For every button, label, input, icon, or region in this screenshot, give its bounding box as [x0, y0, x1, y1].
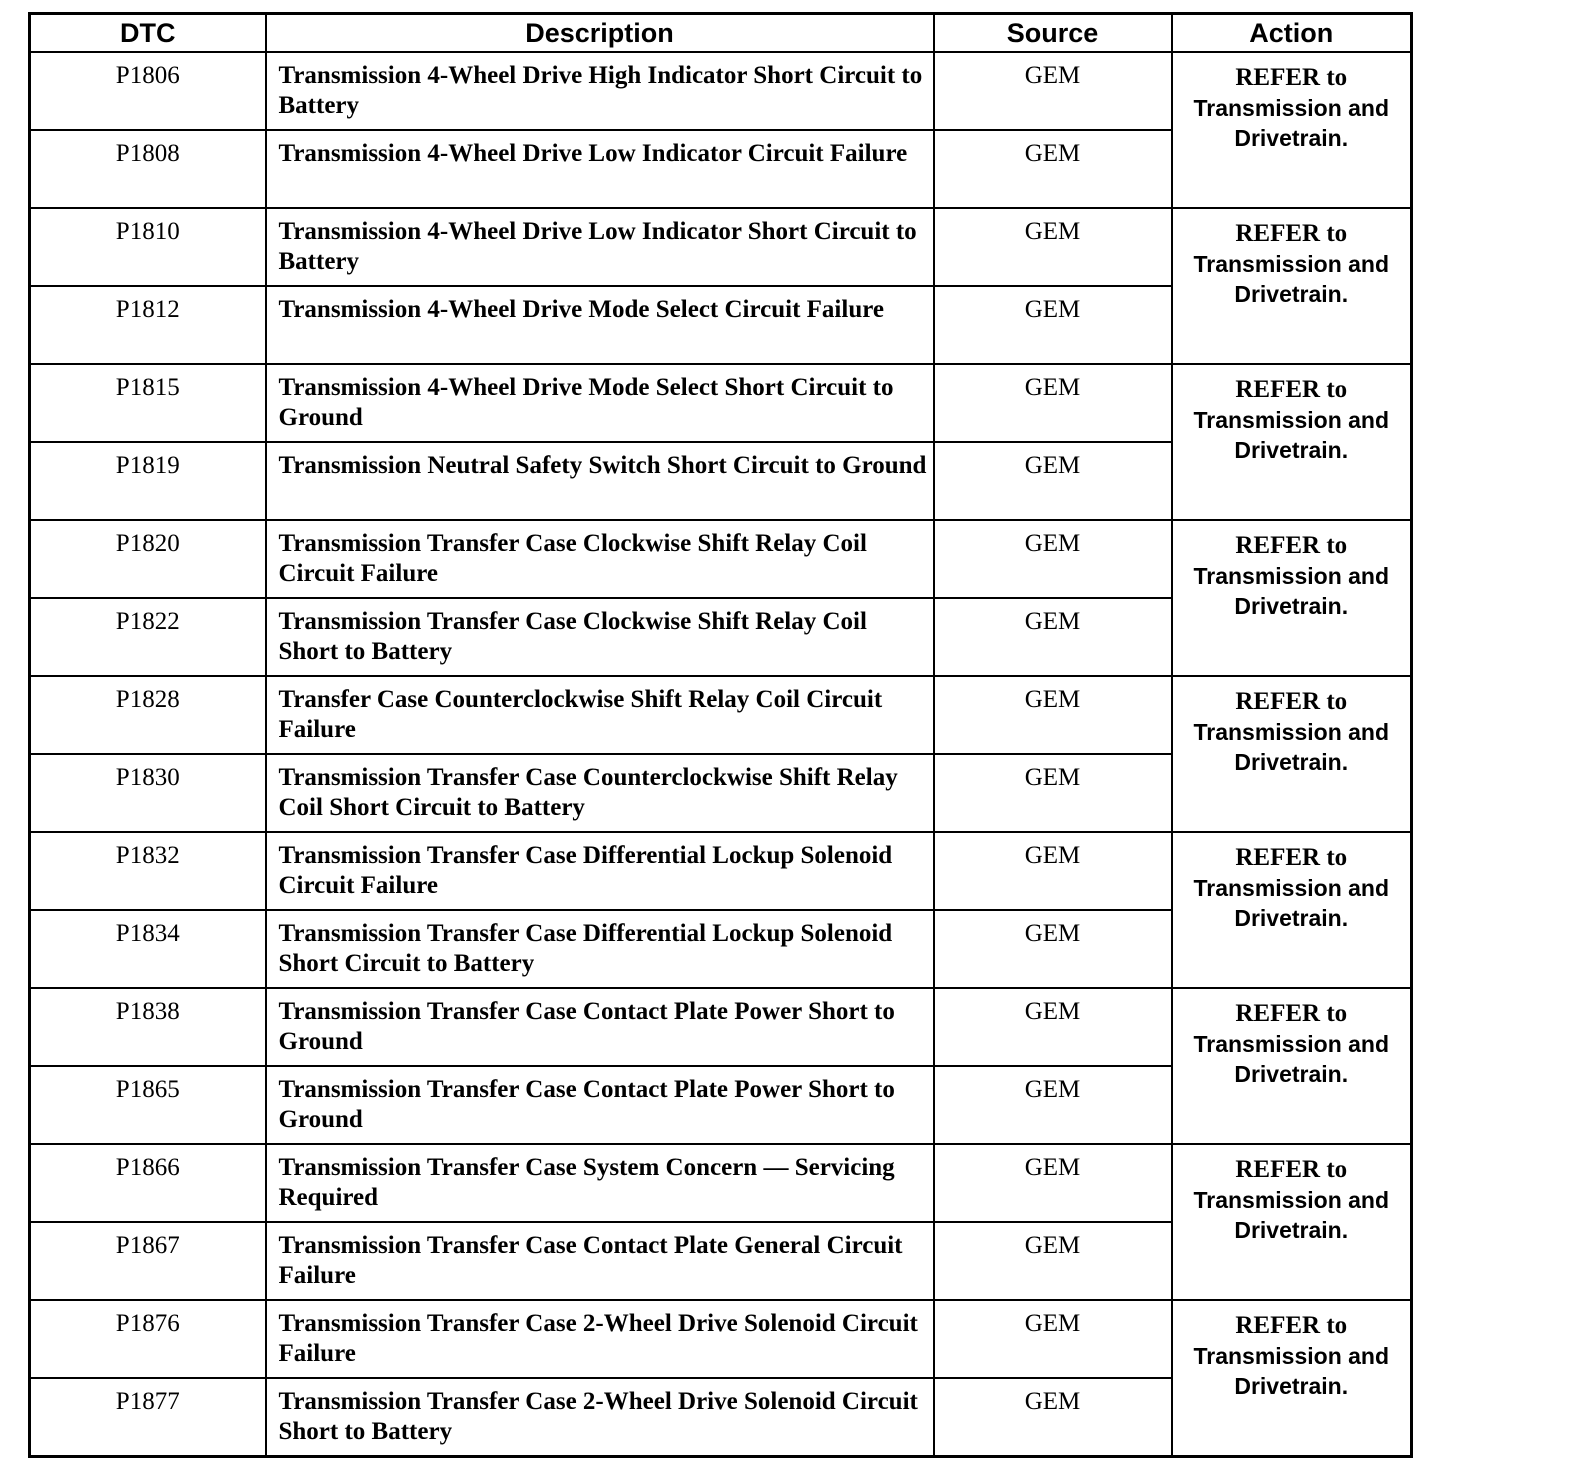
action-refer-text: REFER to: [1235, 532, 1348, 559]
dtc-code-cell: P1822: [30, 598, 266, 676]
dtc-code-cell: P1834: [30, 910, 266, 988]
action-refer-text: REFER to: [1235, 220, 1348, 247]
action-cell: [1172, 988, 1412, 1144]
table-row: [30, 520, 1412, 598]
table-body: [30, 52, 1412, 1457]
description-cell: Transmission Transfer Case 2-Wheel Drive Solenoid Circuit Failure: [266, 1300, 934, 1378]
action-cell: [1172, 520, 1412, 676]
description-cell: Transmission Transfer Case Clockwise Shift Relay Coil Circuit Failure: [266, 520, 934, 598]
dtc-code-cell: P1828: [30, 676, 266, 754]
dtc-code-cell: P1815: [30, 364, 266, 442]
description-cell: Transmission 4-Wheel Drive Mode Select Circuit Failure: [266, 286, 934, 364]
dtc-code-cell: P1819: [30, 442, 266, 520]
action-destination-text: Transmission and Drivetrain.: [1193, 875, 1390, 931]
action-refer-text: REFER to: [1235, 844, 1348, 871]
description-cell: Transmission 4-Wheel Drive High Indicator Short Circuit to Battery: [266, 52, 934, 130]
source-cell: GEM: [934, 130, 1172, 208]
description-cell: Transmission Transfer Case Contact Plate General Circuit Failure: [266, 1222, 934, 1300]
action-destination-text: Transmission and Drivetrain.: [1193, 95, 1390, 151]
action-cell: [1172, 1300, 1412, 1457]
action-refer-text: REFER to: [1235, 688, 1348, 715]
action-destination-text: Transmission and Drivetrain.: [1193, 719, 1390, 775]
action-refer-text: REFER to: [1235, 64, 1348, 91]
header-dtc: DTC: [30, 14, 266, 53]
dtc-code-cell: P1808: [30, 130, 266, 208]
table-row: [30, 1300, 1412, 1378]
source-cell: GEM: [934, 598, 1172, 676]
table-row: [30, 1144, 1412, 1222]
dtc-code-cell: P1865: [30, 1066, 266, 1144]
dtc-code-cell: P1877: [30, 1378, 266, 1457]
source-cell: GEM: [934, 208, 1172, 286]
source-cell: GEM: [934, 1300, 1172, 1378]
header-action: Action: [1172, 14, 1412, 53]
source-cell: GEM: [934, 910, 1172, 988]
source-cell: GEM: [934, 442, 1172, 520]
source-cell: GEM: [934, 364, 1172, 442]
source-cell: GEM: [934, 520, 1172, 598]
description-cell: Transmission Transfer Case System Concern — Servicing Required: [266, 1144, 934, 1222]
action-destination-text: Transmission and Drivetrain.: [1193, 251, 1390, 307]
table-row: [30, 364, 1412, 442]
table-row: [30, 52, 1412, 130]
description-cell: Transmission Transfer Case Counterclockwise Shift Relay Coil Short Circuit to Battery: [266, 754, 934, 832]
dtc-code-cell: P1876: [30, 1300, 266, 1378]
action-refer-text: REFER to: [1235, 1312, 1348, 1339]
dtc-code-cell: P1866: [30, 1144, 266, 1222]
description-cell: Transmission Transfer Case Contact Plate Power Short to Ground: [266, 1066, 934, 1144]
table-row: [30, 676, 1412, 754]
dtc-code-cell: P1838: [30, 988, 266, 1066]
source-cell: GEM: [934, 52, 1172, 130]
source-cell: GEM: [934, 286, 1172, 364]
dtc-code-cell: P1830: [30, 754, 266, 832]
dtc-code-cell: P1832: [30, 832, 266, 910]
source-cell: GEM: [934, 676, 1172, 754]
header-source: Source: [934, 14, 1172, 53]
table-row: [30, 988, 1412, 1066]
header-description: Description: [266, 14, 934, 53]
source-cell: GEM: [934, 832, 1172, 910]
action-refer-text: REFER to: [1235, 1156, 1348, 1183]
description-cell: Transmission Transfer Case Clockwise Shift Relay Coil Short to Battery: [266, 598, 934, 676]
action-destination-text: Transmission and Drivetrain.: [1193, 563, 1390, 619]
source-cell: GEM: [934, 988, 1172, 1066]
action-cell: [1172, 676, 1412, 832]
description-cell: Transmission 4-Wheel Drive Low Indicator Short Circuit to Battery: [266, 208, 934, 286]
description-cell: Transmission 4-Wheel Drive Mode Select Short Circuit to Ground: [266, 364, 934, 442]
action-destination-text: Transmission and Drivetrain.: [1193, 1031, 1390, 1087]
action-destination-text: Transmission and Drivetrain.: [1193, 1187, 1390, 1243]
source-cell: GEM: [934, 1378, 1172, 1457]
description-cell: Transmission Neutral Safety Switch Short Circuit to Ground: [266, 442, 934, 520]
action-cell: [1172, 208, 1412, 364]
dtc-table: [28, 12, 1413, 1458]
action-cell: [1172, 1144, 1412, 1300]
action-cell: [1172, 52, 1412, 208]
dtc-code-cell: P1806: [30, 52, 266, 130]
action-cell: [1172, 832, 1412, 988]
source-cell: GEM: [934, 1144, 1172, 1222]
action-destination-text: Transmission and Drivetrain.: [1193, 1343, 1390, 1399]
dtc-code-cell: P1820: [30, 520, 266, 598]
action-refer-text: REFER to: [1235, 376, 1348, 403]
dtc-code-cell: P1810: [30, 208, 266, 286]
description-cell: Transmission Transfer Case Differential Lockup Solenoid Circuit Failure: [266, 832, 934, 910]
dtc-code-cell: P1812: [30, 286, 266, 364]
table-row: [30, 832, 1412, 910]
table-row: [30, 208, 1412, 286]
description-cell: Transmission 4-Wheel Drive Low Indicator Circuit Failure: [266, 130, 934, 208]
source-cell: GEM: [934, 1222, 1172, 1300]
action-refer-text: REFER to: [1235, 1000, 1348, 1027]
source-cell: GEM: [934, 1066, 1172, 1144]
description-cell: Transmission Transfer Case Differential Lockup Solenoid Short Circuit to Battery: [266, 910, 934, 988]
source-cell: GEM: [934, 754, 1172, 832]
table-header-row: [30, 14, 1412, 53]
dtc-code-cell: P1867: [30, 1222, 266, 1300]
description-cell: Transmission Transfer Case Contact Plate Power Short to Ground: [266, 988, 934, 1066]
description-cell: Transmission Transfer Case 2-Wheel Drive Solenoid Circuit Short to Battery: [266, 1378, 934, 1457]
action-cell: [1172, 364, 1412, 520]
action-destination-text: Transmission and Drivetrain.: [1193, 407, 1390, 463]
description-cell: Transfer Case Counterclockwise Shift Relay Coil Circuit Failure: [266, 676, 934, 754]
